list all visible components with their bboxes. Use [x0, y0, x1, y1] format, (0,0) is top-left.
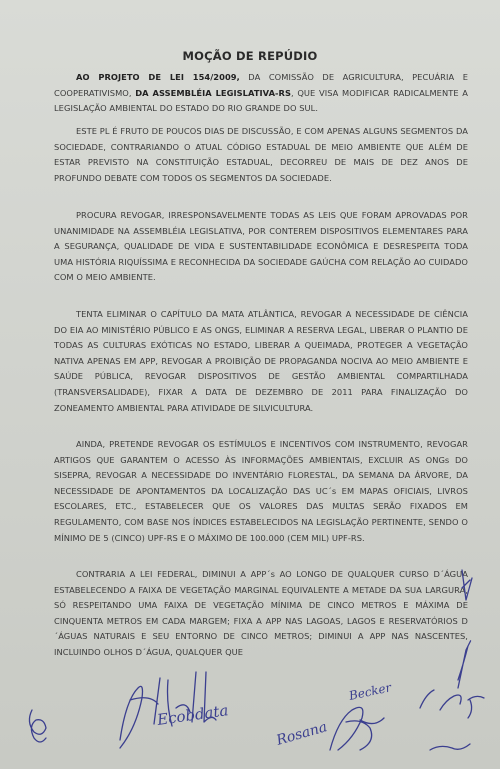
paragraph-1-text-a: DA COMISSÃO DE AGRICULTURA, PECUÁRIA E COOPERATIVISMO, [54, 72, 468, 98]
document-title: MOÇÃO DE REPÚDIO [182, 49, 318, 63]
paragraph-2: ESTE PL É FRUTO DE POUCOS DIAS DE DISCUSSÃO, E COM APENAS ALGUNS SEGMENTOS DA SOCIEDADE, CONTRARIANDO O ATUAL CÓDIGO ESTADUAL DE MEIO AMBIENTE QUE ALÉM DE ESTAR PREVISTO NA CONSTITUIÇÃO ESTADUAL, DECORREU DE MAIS DE DEZ ANOS DE PROFUNDO DEBATE COM TODOS OS SEGMENTOS DA SOCIEDADE. [54, 126, 468, 183]
bill-reference: AO PROJETO DE LEI 154/2009, [76, 72, 240, 82]
assembly-name: DA ASSEMBLÉIA LEGISLATIVA-RS [135, 87, 292, 98]
paragraph-3: PROCURA REVOGAR, IRRESPONSAVELMENTE TODAS AS LEIS QUE FORAM APROVADAS POR UNANIMIDADE NA ASSEMBLÉIA LEGISLATIVA, POR CONTEREM DISPOSITIVOS ELEMENTARES PARA A SEGURANÇA, QUALIDADE DE VIDA E SUSTENTABILIDADE ECONÔMICA E DESRESPEITA TODA UMA HISTÓRIA RIQUÍSSIMA E RECONHECIDA DA SOCIEDADE GAÚCHA COM RELAÇÃO AO CUIDADO COM O MEIO AMBIENTE. [54, 210, 468, 283]
signature-ecobdata: Ecobdata [156, 701, 230, 729]
signature-scrawl-right [420, 641, 484, 710]
paragraph-5: AINDA, PRETENDE REVOGAR OS ESTÍMULOS E INCENTIVOS COM INSTRUMENTO, REVOGAR ARTIGOS QUE GARANTEM O ACESSO ÀS INFORMAÇÕES AMBIENTAIS, EXCLUIR AS ONGs DO SISEPRA, REVOGAR A NECESSIDADE DO INVENTÁRIO FLORESTAL, DA SEMANA DA ÁRVORE, DA NECESSIDADE DE APONTAMENTOS DA LOCALIZAÇÃO DAS UC´s EM MAPAS OFICIAIS, LIVROS ESCOLARES, ETC., ESTABELECER QUE OS VALORES DAS MULTAS SERÃO FIXADOS EM REGULAMENTO, COM BASE NOS ÍNDICES ESTABELECIDOS NA LEGISLAÇÃO PERTINENTE, SENDO O MÍNIMO DE 5 (CINCO) UPF-RS E O MÁXIMO DE 100.000 (CEM MIL) UPF-RS. [54, 439, 468, 543]
handwritten-signatures [0, 560, 500, 769]
signature-stroke-bottom-right [430, 744, 470, 750]
paragraph-4: TENTA ELIMINAR O CAPÍTULO DA MATA ATLÂNTICA, REVOGAR A NECESSIDADE DE CIÊNCIA DO EIA AO MINISTÉRIO PÚBLICO E AS ONGS, ELIMINAR A RESERVA LEGAL, LIBERAR O PLANTIO DE TODAS AS CULTURAS EXÓTICAS NO ESTADO, LIBERAR A QUEIMADA, PROTEGER A VEGETAÇÃO NATIVA APENAS EM APP, REVOGAR A PROIBIÇÃO DE PROPAGANDA NOCIVA AO MEIO AMBIENTE E SAÚDE PÚBLICA, REVOGAR DISPOSITIVOS DE GESTÃO AMBIENTAL COMPARTILHADA (TRANSVERSALIDADE), FIXAR A DATA DE DEZEMBRO DE 2011 PARA FINALIZAÇÃO DO ZONEAMENTO AMBIENTAL PARA ATIVIDADE DE SILVICULTURA. [54, 309, 468, 413]
signature-scrawl-lower [330, 707, 384, 750]
paragraph-1 [54, 70, 468, 117]
paragraph-1-text-b: , QUE VISA MODIFICAR RADICALMENTE A LEGISLAÇÃO AMBIENTAL DO ESTADO DO RIO GRANDE DO SUL. [54, 87, 469, 114]
signature-mark-right-edge [462, 570, 472, 600]
signature-rosana: Rosana [274, 719, 329, 749]
signature-loop-left [29, 710, 46, 742]
signature-becker: Becker [347, 680, 393, 703]
paragraph-6: CONTRARIA A LEI FEDERAL, DIMINUI A APP´s AO LONGO DE QUALQUER CURSO D´ÁGUA ESTABELECENDO A FAIXA DE VEGETAÇÃO MARGINAL EQUIVALENTE A METADE DA SUA LARGURA, SÓ RESPEITANDO UMA FAIXA DE VEGETAÇÃO MÍNIMA DE CINCO METROS E MÁXIMA DE CINQUENTA METROS EM CADA MARGEM; FIXA A APP NAS LAGOAS, LAGOS E RESERVATÓRIOS D´ÁGUAS NATURAIS E SEU ENTORNO DE CINCO METROS; DIMINUI A APP NAS NASCENTES, INCLUINDO OLHOS D´ÁGUA, QUALQUER QUE [54, 569, 468, 657]
signature-loop-bottom-right [468, 700, 472, 718]
